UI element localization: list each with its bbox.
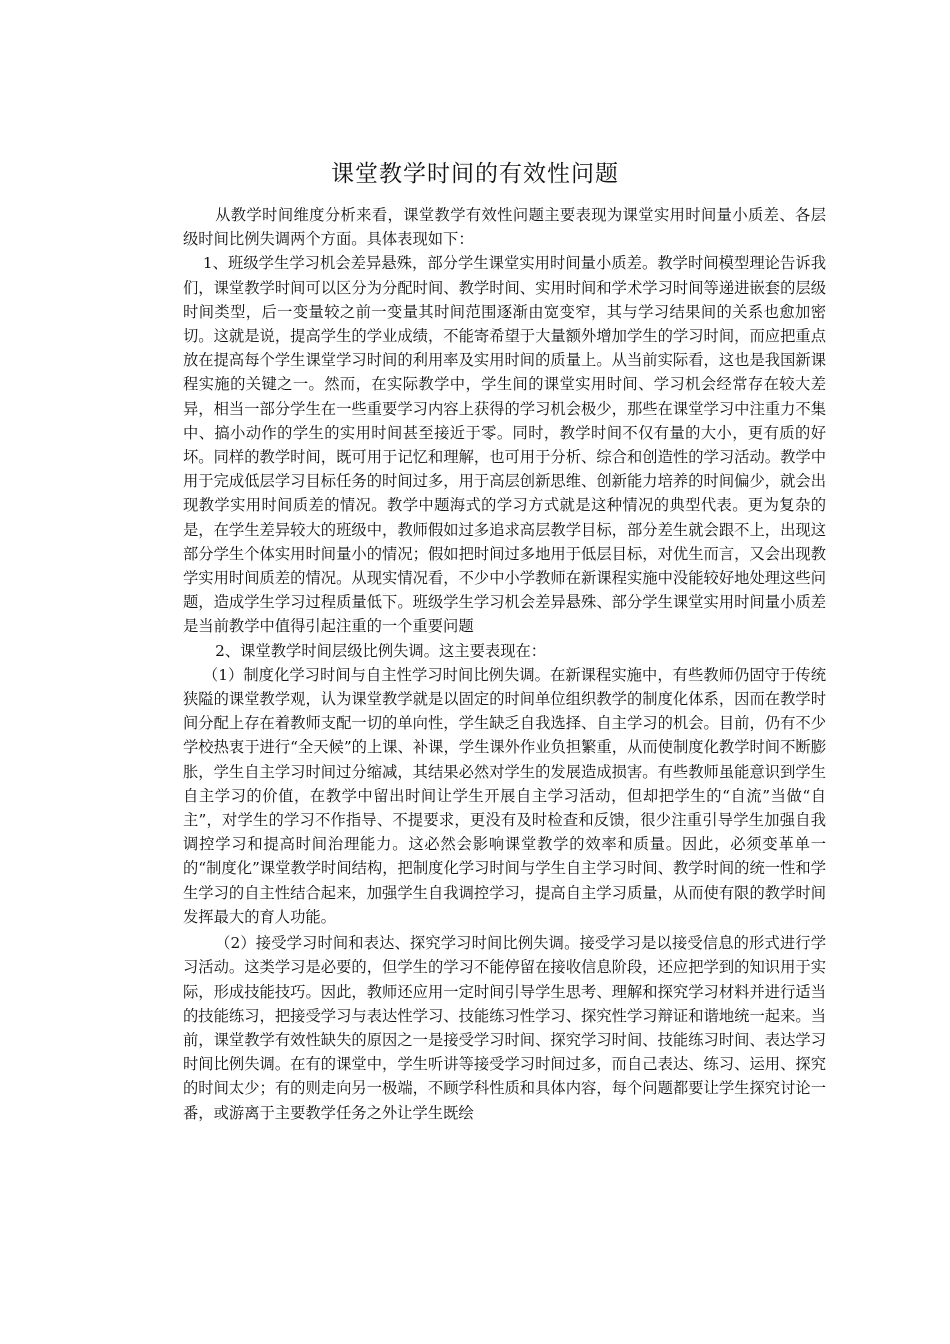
paragraph-section-2-item-2: （2）接受学习时间和表达、探究学习时间比例失调。接受学习是以接受信息的形式进行学习活动。这类学习是必要的，但学生的学习不能停留在接收信息阶段，还应把学到的知识用于实际，形成技能技巧。因此，教师还应用一定时间引导学生思考、理解和探究学习材料并进行适当的技能练习，把接受学习与表达性学习、技能练习性学习、探究性学习辩证和谐地统一起来。当前，课堂教学有效性缺失的原因之一是接受学习时间、探究学习时间、技能练习时间、表达学习时间比例失调。在有的课堂中，学生听讲等接受学习时间过多，而自己表达、练习、运用、探究的时间太少；有的则走向另一极端，不顾学科性质和具体内容，每个问题都要让学生探究讨论一番，或游离于主要教学任务之外让学生既绘 (183, 934, 826, 1122)
paragraph-intro: 从教学时间维度分析来看，课堂教学有效性问题主要表现为课堂实用时间量小质差、各层级时间比例失调两个方面。具体表现如下： (183, 206, 826, 249)
paragraph-section-2-heading: 2、课堂教学时间层级比例失调。这主要表现在： (215, 641, 547, 660)
document-title: 课堂教学时间的有效性问题 (331, 161, 619, 187)
document-body (183, 203, 826, 1125)
paragraph-section-1: 1、班级学生学习机会差异悬殊，部分学生课堂实用时间量小质差。教学时间模型理论告诉我们，课堂教学时间可以区分为分配时间、教学时间、实用时间和学术学习时间等递进嵌套的层级时间类型，后一变量较之前一变量其时间范围逐渐由宽变窄，其与学习结果间的关系也愈加密切。这就是说，提高学生的学业成绩，不能寄希望于大量额外增加学生的学习时间，而应把重点放在提高每个学生课堂学习时间的利用率及实用时间的质量上。从当前实际看，这也是我国新课程实施的关键之一。然而，在实际教学中，学生间的课堂实用时间、学习机会经常存在较大差异，相当一部分学生在一些重要学习内容上获得的学习机会极少，那些在课堂学习中注重力不集中、搞小动作的学生的实用时间甚至接近于零。同时，教学时间不仅有量的大小，更有质的好坏。同样的教学时间，既可用于记忆和理解，也可用于分析、综合和创造性的学习活动。教学中用于完成低层学习目标任务的时间过多，用于高层创新思维、创新能力培养的时间偏少，就会出现教学实用时间质差的情况。教学中题海式的学习方式就是这种情况的典型代表。更为复杂的是，在学生差异较大的班级中，教师假如过多追求高层教学目标，部分差生就会跟不上，出现这部分学生个体实用时间量小的情况；假如把时间过多地用于低层目标，对优生而言，又会出现教学实用时间质差的情况。从现实情况看，不少中小学教师在新课程实施中没能较好地处理这些问题，造成学生学习过程质量低下。班级学生学习机会差异悬殊、部分学生课堂实用时间量小质差是当前教学中值得引起注重的一个重要问题 (183, 254, 826, 636)
paragraph-section-2-item-1: （1）制度化学习时间与自主性学习时间比例失调。在新课程实施中，有些教师仍固守于传统狭隘的课堂教学观，认为课堂教学就是以固定的时间单位组织教学的制度化体系，因而在教学时间分配上存在着教师支配一切的单向性，学生缺乏自我选择、自主学习的机会。目前，仍有不少学校热衷于进行“全天候”的上课、补课，学生课外作业负担繁重，从而使制度化教学时间不断膨胀，学生自主学习时间过分缩减，其结果必然对学生的发展造成损害。有些教师虽能意识到学生自主学习的价值，在教学中留出时间让学生开展自主学习活动，但却把学生的“自流”当做“自主”，对学生的学习不作指导、不提要求，更没有及时检查和反馈，很少注重引导学生加强自我调控学习和提高时间治理能力。这必然会影响课堂教学的效率和质量。因此，必须变革单一的“制度化”课堂教学时间结构，把制度化学习时间与学生自主学习时间、教学时间的统一性和学生学习的自主性结合起来，加强学生自我调控学习，提高自主学习质量，从而使有限的教学时间发挥最大的育人功能。 (183, 665, 826, 926)
